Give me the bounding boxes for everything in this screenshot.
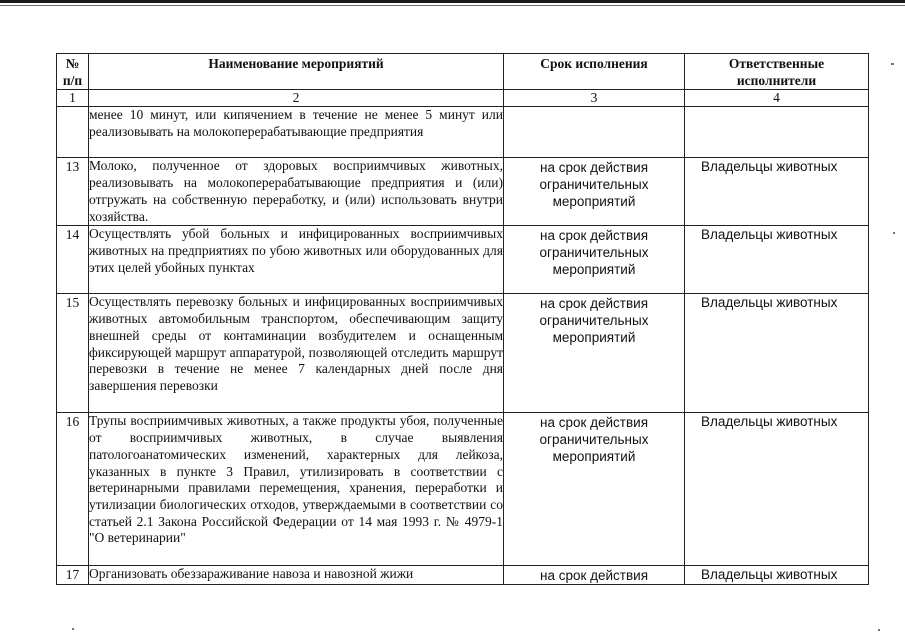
row-num-cell <box>57 294 89 413</box>
row-term-cell <box>504 566 685 585</box>
row-name-cell <box>89 107 504 158</box>
header-num-line2: п/п <box>62 72 83 88</box>
table-row-continuation <box>57 107 869 158</box>
header-resp-line1: Ответственные <box>728 56 825 71</box>
row-name-cell <box>89 294 504 413</box>
table-row <box>57 158 869 226</box>
column-number <box>685 90 869 107</box>
row-num-cell <box>57 158 89 226</box>
row-resp-cell <box>685 566 869 585</box>
header-name <box>89 54 504 90</box>
row-term-text: на срок действия ограничительных мероприятий <box>539 415 649 465</box>
table-row <box>57 294 869 413</box>
header-term-label: Срок исполнения <box>540 56 648 71</box>
scan-speck <box>72 628 74 630</box>
row-term-cell <box>504 107 685 158</box>
table-row <box>57 226 869 294</box>
row-num: 14 <box>65 227 80 243</box>
header-num-line1: № <box>65 56 80 71</box>
row-num-cell <box>57 566 89 585</box>
row-term-cell <box>504 413 685 566</box>
header-name-label: Наименование мероприятий <box>208 56 384 71</box>
row-name-text: менее 10 минут, или кипячением в течение не менее 5 минут или реализовывать на молокоперерабатывающие предприятия <box>89 107 503 140</box>
scan-speck <box>878 629 880 631</box>
row-name-cell <box>89 226 504 294</box>
row-name-text: Молоко, полученное от здоровых восприимчивых животных, реализовывать на молокоперерабатывающие предприятия и (или) отгружать на собственную переработку, и (или) использовать внутри хозяйства. <box>89 158 503 224</box>
table-row <box>57 413 869 566</box>
header-term <box>504 54 685 90</box>
header-resp-line2: исполнители <box>736 72 817 88</box>
row-resp-text: Владельцы животных <box>701 567 838 583</box>
row-term-cell <box>504 226 685 294</box>
header-resp <box>685 54 869 90</box>
row-num: 15 <box>65 295 80 311</box>
column-number-row <box>57 90 869 107</box>
column-number <box>57 90 89 107</box>
row-name-text: Осуществлять убой больных и инфицированных восприимчивых животных на предприятиях по убою животных или оборудованных для этих целей убойных пунктах <box>89 226 503 275</box>
header-num <box>57 54 89 90</box>
row-num-cell <box>57 226 89 294</box>
column-number-text: 2 <box>292 90 300 106</box>
row-resp-cell <box>685 226 869 294</box>
row-term-cell <box>504 158 685 226</box>
row-resp-text: Владельцы животных <box>701 295 838 311</box>
column-number-text: 3 <box>590 90 598 106</box>
column-number-text: 1 <box>69 90 76 106</box>
row-term-text: на срок действия ограничительных мероприятий <box>539 228 649 278</box>
row-term-text: на срок действия <box>539 568 649 584</box>
row-num-cell <box>57 107 89 158</box>
scan-speck <box>891 63 894 65</box>
row-name-cell <box>89 158 504 226</box>
measures-table <box>56 53 869 585</box>
row-num: 13 <box>65 159 80 175</box>
row-num: 16 <box>65 414 80 430</box>
row-name-text: Трупы восприимчивых животных, а также продукты убоя, полученные от восприимчивых животных, в случае выявления патологоанатомических изменений, характерных для лейкоза, указанных в пункте 3 Правил, утилизировать в соответствии с ветеринарными правилами перемещения, хранения, переработки и утилизации биологических отходов, утверждаемыми в соответствии со статьей 2.1 Закона Российской Федерации от 14 мая 1993 г. № 4979-1 "О ветеринарии" <box>89 413 503 546</box>
row-term-text: на срок действия ограничительных мероприятий <box>539 160 649 210</box>
row-term-cell <box>504 294 685 413</box>
row-num: 17 <box>65 567 80 583</box>
row-name-text: Осуществлять перевозку больных и инфицированных восприимчивых животных автомобильным транспортом, обеспечивающим защиту внешней среды от контаминации возбудителем и оснащенным фиксирующей маршрут аппаратурой, позволяющей отследить маршрут перевозки в течение не менее 7 календарных дней после дня завершения перевозки <box>89 294 503 393</box>
row-resp-text: Владельцы животных <box>701 159 838 175</box>
row-resp-cell <box>685 413 869 566</box>
row-num-cell <box>57 413 89 566</box>
row-name-cell <box>89 413 504 566</box>
column-number <box>504 90 685 107</box>
column-number <box>89 90 504 107</box>
top-border-rule-thin <box>0 5 905 6</box>
row-resp-cell <box>685 107 869 158</box>
row-resp-text: Владельцы животных <box>701 227 838 243</box>
row-resp-cell <box>685 158 869 226</box>
table-row <box>57 566 869 585</box>
column-number-text: 4 <box>773 90 780 106</box>
row-resp-text: Владельцы животных <box>701 414 838 430</box>
header-row <box>57 54 869 90</box>
row-name-cell <box>89 566 504 585</box>
row-term-text: на срок действия ограничительных мероприятий <box>539 296 649 346</box>
row-name-text: Организовать обеззараживание навоза и навозной жижи <box>89 566 414 582</box>
top-border-rule <box>0 0 905 3</box>
scan-speck <box>893 232 895 234</box>
row-resp-cell <box>685 294 869 413</box>
